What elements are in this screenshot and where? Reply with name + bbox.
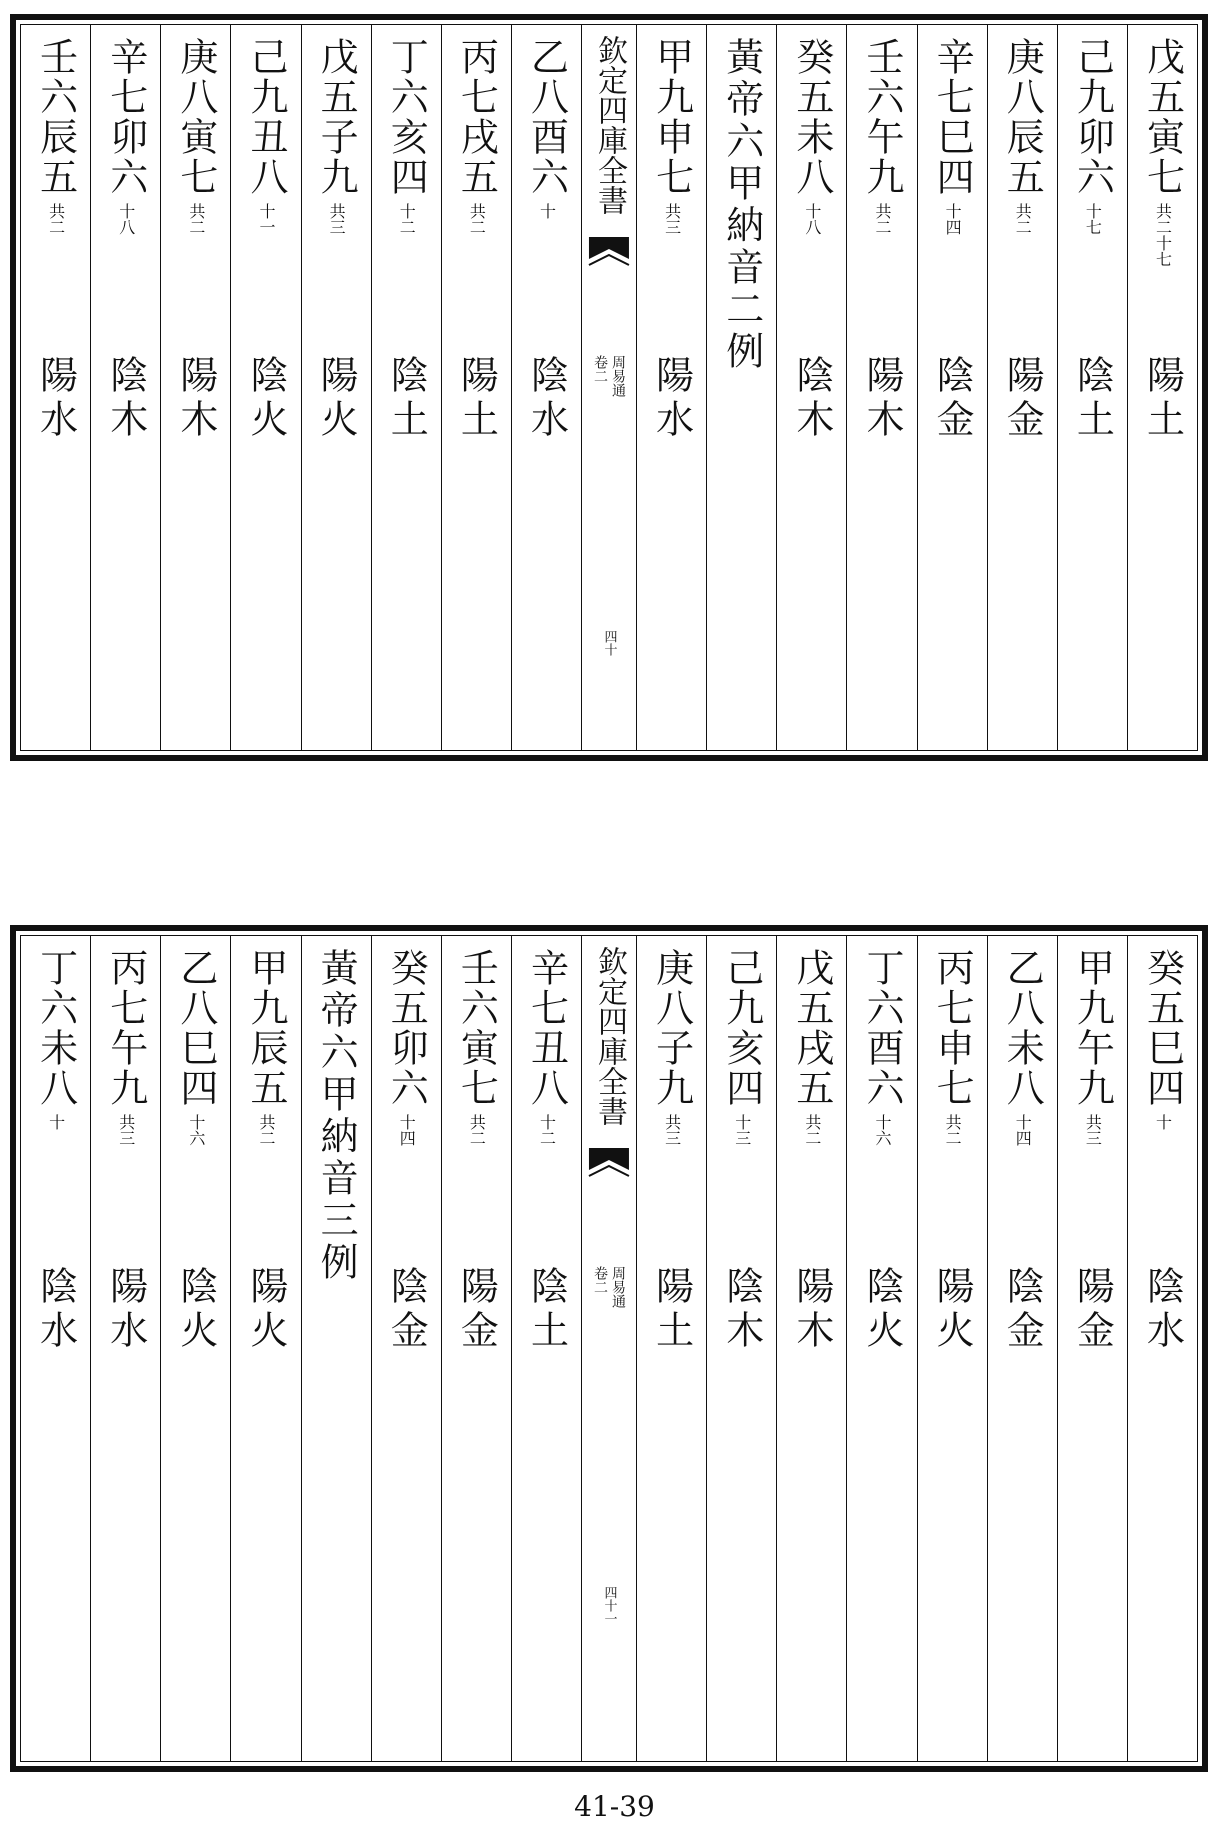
yin-yang-element: 陽金 — [1000, 355, 1045, 443]
annotation — [874, 1114, 890, 1146]
yin-yang-element: 陰火 — [244, 355, 289, 443]
entry-column — [230, 25, 300, 750]
entry-column — [1057, 936, 1127, 1761]
yin-yang-element: 陰土 — [1070, 355, 1115, 443]
stem-branch-pair: 己九丑八 — [244, 37, 289, 197]
annotation — [664, 1114, 680, 1146]
annotation-number: 十四 — [1013, 1114, 1033, 1146]
stem-branch-pair: 己九卯六 — [1070, 37, 1115, 197]
yin-yang-element: 陰金 — [1000, 1266, 1045, 1354]
entry-column — [636, 25, 706, 750]
stem-branch-pair: 壬六辰五 — [33, 37, 78, 197]
spine-column — [581, 25, 636, 750]
yin-yang-element: 陰水 — [33, 1266, 78, 1354]
annotation-total: 共三 — [116, 1114, 136, 1146]
annotation — [804, 1114, 820, 1146]
folio-number: 41-39 — [574, 1790, 655, 1823]
entry-column — [987, 25, 1057, 750]
annotation-total: 共二 — [943, 1114, 963, 1146]
yin-yang-element: 陽土 — [1140, 355, 1185, 443]
stem-branch-pair: 戊五戌五 — [789, 948, 834, 1108]
spine-small-text — [593, 355, 625, 397]
entry-column — [776, 936, 846, 1761]
annotation — [257, 203, 277, 235]
entry-column — [917, 936, 987, 1761]
lower-page-columns — [20, 935, 1198, 1762]
annotation-number: 十一 — [257, 203, 277, 235]
annotation — [188, 1114, 204, 1146]
annotation-number: 十八 — [116, 203, 136, 235]
spine-title: 欽定四庫全書 — [592, 946, 628, 1126]
yin-yang-element: 陽火 — [314, 355, 359, 443]
yin-yang-element: 陰火 — [859, 1266, 904, 1354]
annotation-number: 十四 — [943, 203, 963, 235]
annotation-total: 共二 — [872, 203, 892, 235]
stem-branch-pair: 辛七巳四 — [930, 37, 975, 197]
annotation-total: 共二 — [1013, 203, 1033, 235]
yin-yang-element: 陽金 — [1070, 1266, 1115, 1354]
annotation — [327, 203, 347, 235]
entry-column — [636, 936, 706, 1761]
stem-branch-pair: 丁六未八 — [33, 948, 78, 1108]
annotation-number: 十 — [46, 1114, 66, 1130]
stem-branch-pair: 庚八辰五 — [1000, 37, 1045, 197]
annotation — [1153, 203, 1173, 267]
yin-yang-element: 陽木 — [859, 355, 904, 443]
stem-branch-pair: 甲九午九 — [1070, 948, 1115, 1108]
entry-column — [301, 25, 371, 750]
annotation — [118, 1114, 134, 1146]
annotation-total: 共三 — [1083, 1114, 1103, 1146]
stem-branch-pair: 庚八子九 — [649, 948, 694, 1108]
spine-small-text — [593, 1266, 625, 1308]
spine-book: 周易通 — [610, 1266, 627, 1308]
annotation-total: 共三 — [662, 1114, 682, 1146]
annotation-number: 十六 — [872, 1114, 892, 1146]
entry-column — [371, 936, 441, 1761]
spine-volume: 卷二 — [592, 1266, 609, 1294]
annotation — [943, 1114, 963, 1146]
entry-column — [1127, 936, 1197, 1761]
annotation — [1013, 1114, 1033, 1146]
stem-branch-pair: 己九亥四 — [719, 948, 764, 1108]
stem-branch-pair: 丙七申七 — [930, 948, 975, 1108]
heading-column — [706, 25, 776, 750]
yin-yang-element: 陰水 — [1140, 1266, 1185, 1354]
lower-page — [10, 925, 1208, 1772]
annotation-number: 十七 — [1083, 203, 1103, 235]
stem-branch-pair: 癸五巳四 — [1140, 948, 1185, 1108]
yin-yang-element: 陽金 — [454, 1266, 499, 1354]
annotation-total: 共二 — [467, 203, 487, 235]
entry-column — [1127, 25, 1197, 750]
annotation — [734, 1114, 750, 1146]
stem-branch-pair: 乙八巳四 — [173, 948, 218, 1108]
entry-column — [511, 25, 581, 750]
spine-volume: 卷二 — [592, 355, 609, 383]
stem-branch-pair: 戊五寅七 — [1140, 37, 1185, 197]
annotation — [467, 203, 487, 235]
stem-branch-pair: 乙八酉六 — [524, 37, 569, 197]
yin-yang-element: 陰木 — [103, 355, 148, 443]
entry-column — [90, 25, 160, 750]
yin-yang-element: 陽水 — [649, 355, 694, 443]
spine-book: 周易通 — [610, 355, 627, 397]
annotation-number: 十三 — [732, 1114, 752, 1146]
entry-column — [846, 936, 916, 1761]
yin-yang-element: 陽木 — [173, 355, 218, 443]
yin-yang-element: 陽火 — [930, 1266, 975, 1354]
stem-branch-pair: 辛七丑八 — [524, 948, 569, 1108]
annotation-number: 十四 — [397, 1114, 417, 1146]
annotation — [943, 203, 963, 235]
entry-column — [776, 25, 846, 750]
annotation — [467, 1114, 487, 1146]
annotation — [48, 1114, 64, 1130]
entry-column — [441, 936, 511, 1761]
entry-column — [160, 25, 230, 750]
entry-column — [987, 936, 1057, 1761]
annotation — [874, 203, 890, 235]
annotation-number: 十七 — [1153, 235, 1173, 267]
annotation-number: 十二 — [537, 1114, 557, 1146]
annotation — [397, 1114, 417, 1146]
annotation — [1153, 1114, 1173, 1130]
entry-column — [511, 936, 581, 1761]
annotation — [664, 203, 680, 235]
yin-yang-element: 陰金 — [384, 1266, 429, 1354]
annotation-total: 共二 — [467, 1114, 487, 1146]
annotation — [188, 203, 204, 235]
entry-column — [706, 936, 776, 1761]
stem-branch-pair: 甲九申七 — [649, 37, 694, 197]
stem-branch-pair: 甲九辰五 — [244, 948, 289, 1108]
section-heading: 黃帝六甲納音三例 — [314, 948, 359, 1284]
annotation — [1013, 203, 1033, 235]
stem-branch-pair: 丙七戌五 — [454, 37, 499, 197]
annotation-total: 共二 — [1153, 203, 1173, 235]
entry-column — [371, 25, 441, 750]
stem-branch-pair: 癸五卯六 — [384, 948, 429, 1108]
annotation — [118, 203, 134, 235]
heading-column — [301, 936, 371, 1761]
annotation-total: 共二 — [186, 203, 206, 235]
annotation — [539, 1114, 555, 1146]
annotation-total: 共三 — [327, 203, 347, 235]
annotation-total: 共二 — [802, 1114, 822, 1146]
upper-page-columns — [20, 24, 1198, 751]
entry-column — [21, 936, 90, 1761]
annotation-number: 十 — [1153, 1114, 1173, 1130]
annotation-total: 共二 — [257, 1114, 277, 1146]
stem-branch-pair: 壬六午九 — [859, 37, 904, 197]
annotation — [1083, 203, 1103, 235]
annotation-number: 十六 — [186, 1114, 206, 1146]
annotation — [48, 203, 64, 235]
entry-column — [441, 25, 511, 750]
yin-yang-element: 陰水 — [524, 355, 569, 443]
annotation-number: 十八 — [802, 203, 822, 235]
annotation-total: 共二 — [46, 203, 66, 235]
annotation-number: 十二 — [397, 203, 417, 235]
yin-yang-element: 陽火 — [244, 1266, 289, 1354]
spine-column — [581, 936, 636, 1761]
annotation — [397, 203, 417, 235]
yin-yang-element: 陽木 — [789, 1266, 834, 1354]
annotation — [1083, 1114, 1103, 1146]
stem-branch-pair: 癸五未八 — [789, 37, 834, 197]
annotation — [539, 203, 555, 219]
stem-branch-pair: 丁六酉六 — [859, 948, 904, 1108]
yin-yang-element: 陰木 — [789, 355, 834, 443]
yin-yang-element: 陽水 — [103, 1266, 148, 1354]
annotation-total: 共三 — [662, 203, 682, 235]
fish-tail-mark — [588, 1148, 630, 1188]
yin-yang-element: 陰木 — [719, 1266, 764, 1354]
entry-column — [160, 936, 230, 1761]
stem-branch-pair: 丁六亥四 — [384, 37, 429, 197]
fish-tail-mark — [588, 237, 630, 277]
annotation-number: 十 — [537, 203, 557, 219]
stem-branch-pair: 丙七午九 — [103, 948, 148, 1108]
stem-branch-pair: 乙八未八 — [1000, 948, 1045, 1108]
stem-branch-pair: 戊五子九 — [314, 37, 359, 197]
yin-yang-element: 陰火 — [173, 1266, 218, 1354]
spine-title: 欽定四庫全書 — [592, 35, 628, 215]
stem-branch-pair: 辛七卯六 — [103, 37, 148, 197]
entry-column — [21, 25, 90, 750]
yin-yang-element: 陰金 — [930, 355, 975, 443]
entry-column — [917, 25, 987, 750]
entry-column — [90, 936, 160, 1761]
annotation — [257, 1114, 277, 1146]
yin-yang-element: 陰土 — [524, 1266, 569, 1354]
spine-page-number: 四十 — [601, 630, 617, 656]
spine-page-number: 四十一 — [601, 1586, 617, 1625]
section-heading: 黃帝六甲納音二例 — [719, 37, 764, 373]
stem-branch-pair: 庚八寅七 — [173, 37, 218, 197]
annotation — [804, 203, 820, 235]
yin-yang-element: 陽土 — [649, 1266, 694, 1354]
upper-page — [10, 14, 1208, 761]
entry-column — [230, 936, 300, 1761]
yin-yang-element: 陽土 — [454, 355, 499, 443]
yin-yang-element: 陰土 — [384, 355, 429, 443]
entry-column — [1057, 25, 1127, 750]
entry-column — [846, 25, 916, 750]
yin-yang-element: 陽水 — [33, 355, 78, 443]
stem-branch-pair: 壬六寅七 — [454, 948, 499, 1108]
